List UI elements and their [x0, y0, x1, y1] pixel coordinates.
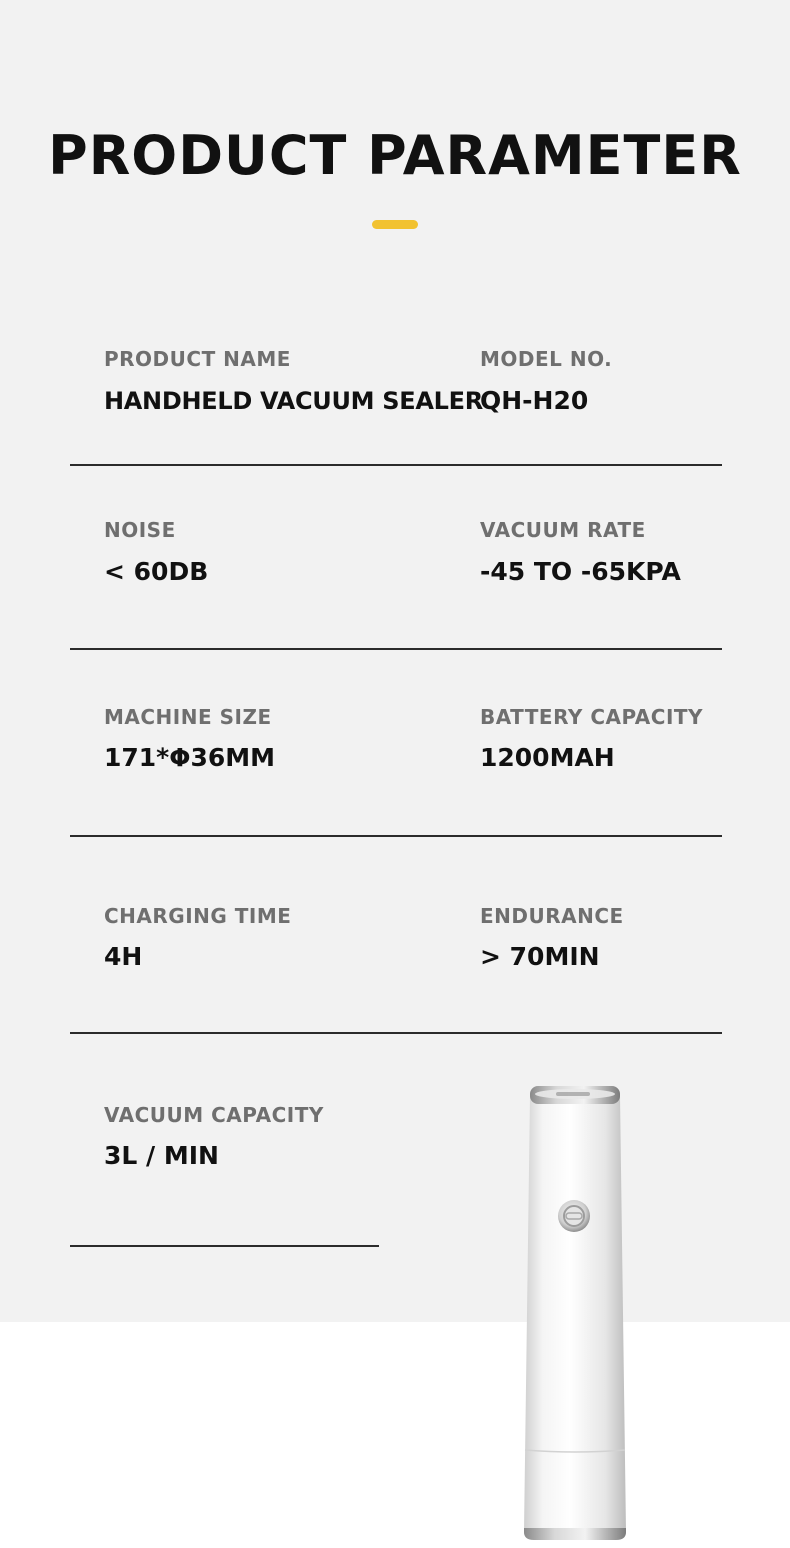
row-divider [70, 464, 722, 466]
param-value-model-no: QH-H20 [480, 386, 589, 415]
row-divider [70, 648, 722, 650]
param-value-charging-time: 4H [104, 942, 143, 971]
row-divider [70, 1245, 379, 1247]
page-title: PRODUCT PARAMETER [48, 124, 742, 187]
param-label-vacuum-capacity: VACUUM CAPACITY [104, 1103, 324, 1127]
title-accent-bar [372, 220, 418, 229]
param-value-noise: < 60DB [104, 557, 209, 586]
param-label-product-name: PRODUCT NAME [104, 347, 291, 371]
param-label-noise: NOISE [104, 518, 176, 542]
handheld-vacuum-sealer-icon [520, 1082, 630, 1542]
param-label-battery-capacity: BATTERY CAPACITY [480, 705, 704, 729]
param-value-battery-capacity: 1200MAH [480, 743, 615, 772]
param-value-endurance: > 70MIN [480, 942, 600, 971]
param-value-vacuum-capacity: 3L / MIN [104, 1141, 219, 1170]
param-label-model-no: MODEL NO. [480, 347, 613, 371]
param-label-machine-size: MACHINE SIZE [104, 705, 272, 729]
param-label-endurance: ENDURANCE [480, 904, 624, 928]
param-value-machine-size: 171*Φ36MM [104, 743, 276, 772]
param-label-vacuum-rate: VACUUM RATE [480, 518, 646, 542]
param-value-product-name: HANDHELD VACUUM SEALER [104, 387, 483, 415]
param-value-vacuum-rate: -45 TO -65KPA [480, 557, 681, 586]
row-divider [70, 1032, 722, 1034]
param-label-charging-time: CHARGING TIME [104, 904, 292, 928]
row-divider [70, 835, 722, 837]
